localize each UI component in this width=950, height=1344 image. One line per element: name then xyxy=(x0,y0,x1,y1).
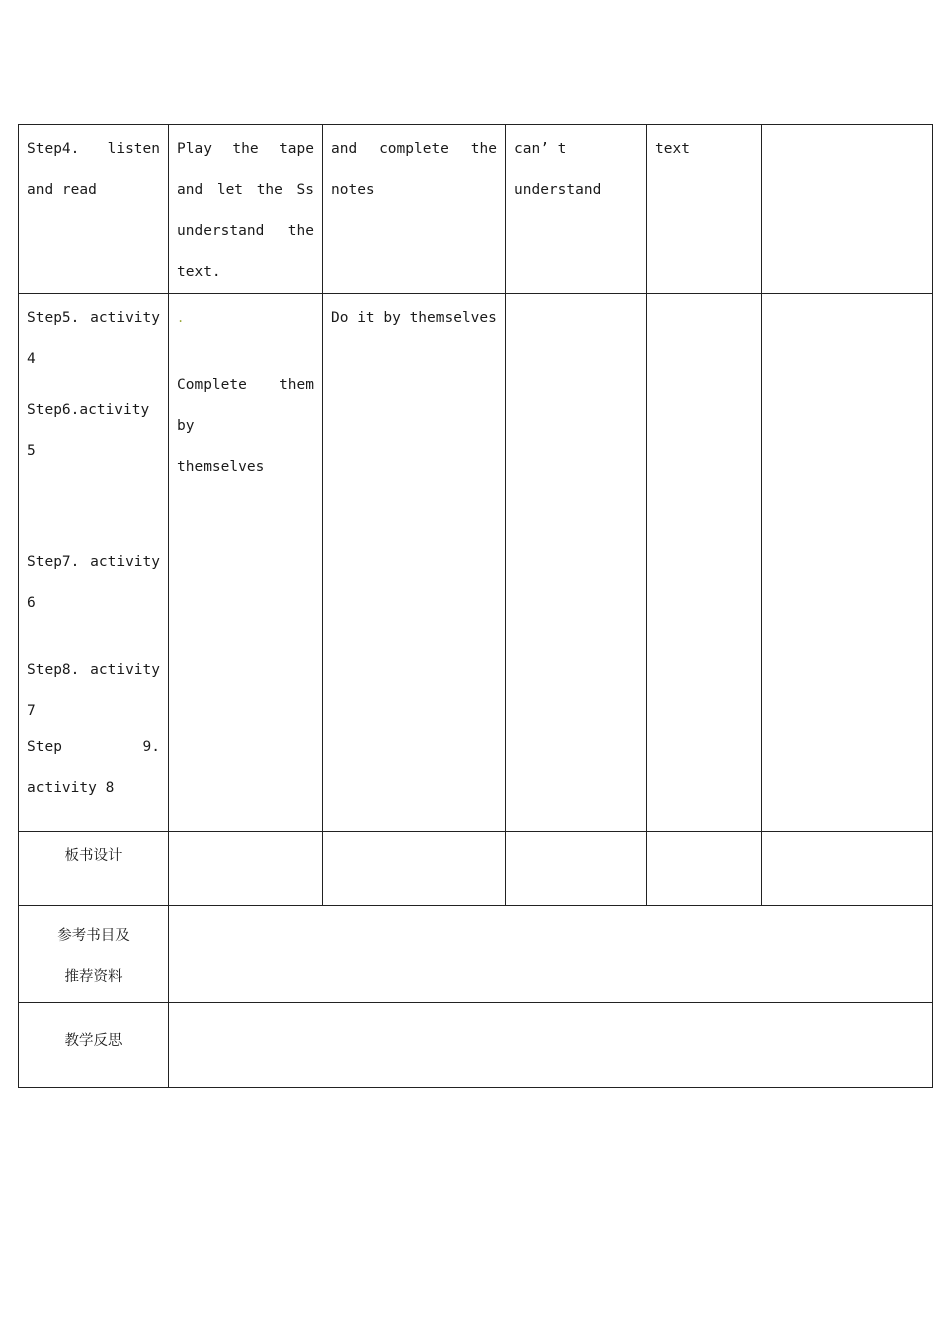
table-cell xyxy=(762,125,933,294)
step5-label-cont: 4 xyxy=(27,351,36,367)
student-activity-line: and complete the xyxy=(331,141,497,157)
step4-label-cont: and read xyxy=(27,182,97,198)
teacher-activity-line: themselves xyxy=(177,459,265,475)
table-row xyxy=(19,832,933,906)
table-cell xyxy=(169,294,323,832)
stray-dot: . xyxy=(177,311,185,325)
step4-label: Step4. listen xyxy=(27,141,160,157)
table-cell xyxy=(762,832,933,906)
solution-line: text xyxy=(655,141,690,157)
board-design-label: 板书设计 xyxy=(19,832,169,906)
table-cell xyxy=(19,125,169,294)
references-label-line: 推荐资料 xyxy=(64,969,123,985)
table-cell xyxy=(323,125,506,294)
student-activity-line: Do it by themselves xyxy=(331,310,497,326)
table-cell xyxy=(506,832,647,906)
step8-label-cont: 7 xyxy=(27,703,36,719)
difficulty-line: can’ t xyxy=(514,141,567,157)
teaching-reflection-label: 教学反思 xyxy=(19,1003,169,1088)
step5-label: Step5. activity xyxy=(27,310,160,326)
table-cell xyxy=(506,294,647,832)
teacher-activity-line: Play the tape xyxy=(177,141,314,157)
step7-label: Step7. activity xyxy=(27,554,160,570)
references-label-line: 参考书目及 xyxy=(57,928,130,944)
table-cell xyxy=(647,125,762,294)
teaching-reflection-content xyxy=(169,1003,933,1088)
table-row xyxy=(19,294,933,832)
step7-label-cont: 6 xyxy=(27,595,36,611)
student-activity-line: notes xyxy=(331,182,375,198)
teacher-activity-line: Complete them by xyxy=(177,377,314,434)
teacher-activity-line: text. xyxy=(177,264,221,280)
references-label xyxy=(19,906,169,1003)
table-row xyxy=(19,906,933,1003)
step9-label: Step 9. xyxy=(27,739,160,755)
table-cell xyxy=(323,294,506,832)
table-cell xyxy=(169,832,323,906)
step9-label-cont: activity 8 xyxy=(27,780,115,796)
table-row xyxy=(19,125,933,294)
table-cell xyxy=(506,125,647,294)
step6-label-cont: 5 xyxy=(27,443,36,459)
table-cell xyxy=(323,832,506,906)
table-cell xyxy=(762,294,933,832)
table-row xyxy=(19,1003,933,1088)
step6-label: Step6.activity xyxy=(27,402,150,418)
table-cell xyxy=(169,125,323,294)
table-cell xyxy=(19,294,169,832)
lesson-plan-table xyxy=(18,124,933,1088)
step8-label: Step8. activity xyxy=(27,662,160,678)
difficulty-line: understand xyxy=(514,182,602,198)
teacher-activity-line: and let the Ss xyxy=(177,182,314,198)
teacher-activity-line: understand the xyxy=(177,223,314,239)
references-content xyxy=(169,906,933,1003)
table-cell xyxy=(647,832,762,906)
table-cell xyxy=(647,294,762,832)
